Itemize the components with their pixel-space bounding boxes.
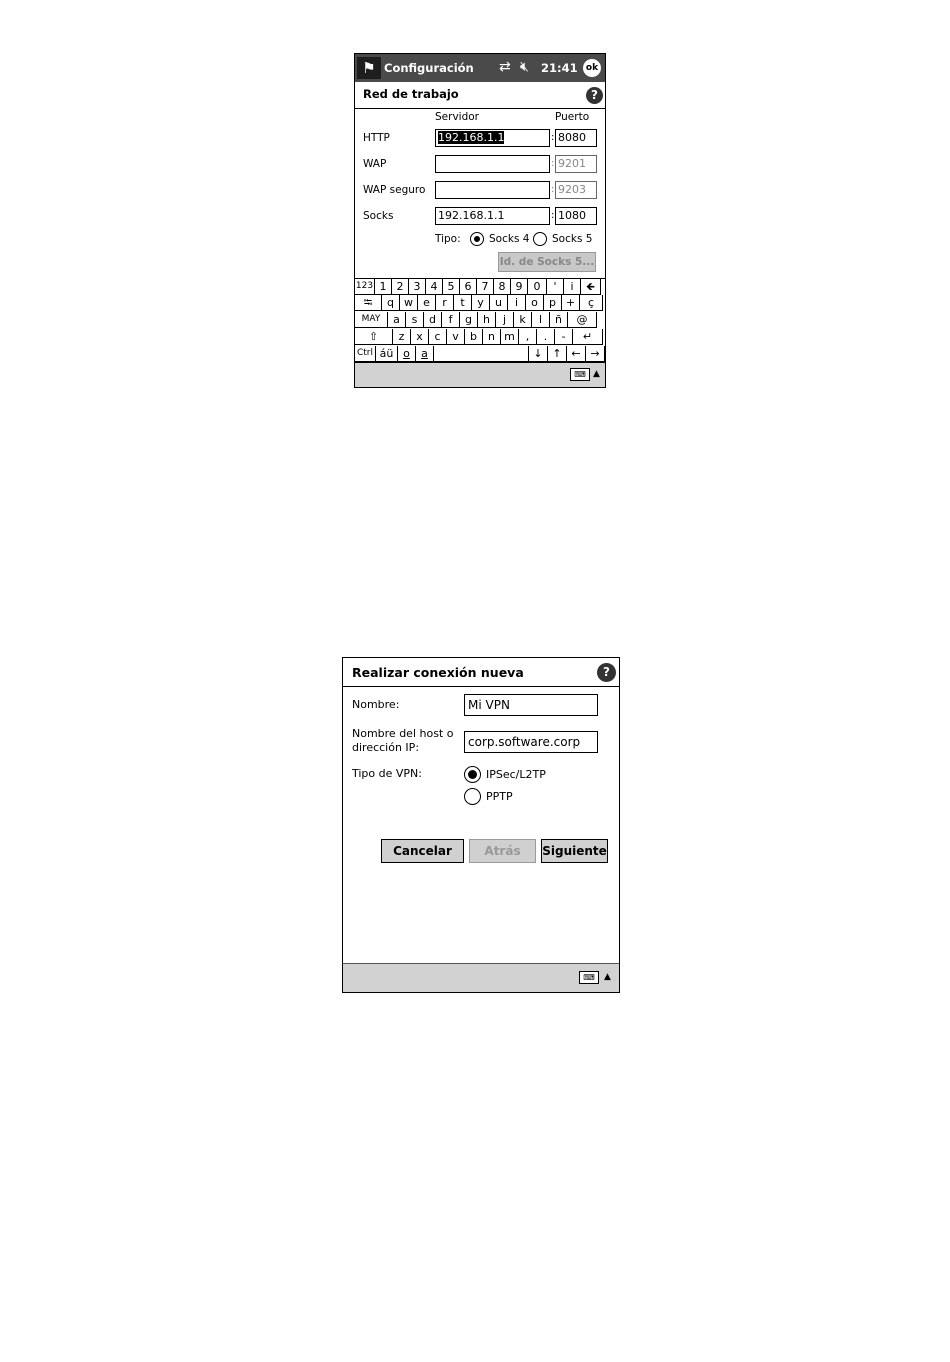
key-g[interactable]: g <box>460 312 478 328</box>
key-m[interactable]: m <box>501 329 519 345</box>
key-h[interactable]: h <box>478 312 496 328</box>
key-3[interactable]: 3 <box>409 279 426 295</box>
separator: : <box>551 184 555 195</box>
page-title: Red de trabajo <box>363 87 459 101</box>
type-label: Tipo: <box>435 233 461 245</box>
http-label: HTTP <box>363 132 390 144</box>
key-n[interactable]: n <box>483 329 501 345</box>
host-input[interactable]: corp.software.corp <box>464 731 598 753</box>
key-apostrophe[interactable]: ' <box>547 279 564 295</box>
down-arrow-key[interactable]: ↓ <box>529 346 548 362</box>
key-9[interactable]: 9 <box>511 279 528 295</box>
wap-secure-label: WAP seguro <box>363 184 426 196</box>
key-s[interactable]: s <box>406 312 424 328</box>
key-c-cedilla[interactable]: ç <box>580 295 603 311</box>
key-p[interactable]: p <box>544 295 562 311</box>
key-b[interactable]: b <box>465 329 483 345</box>
network-settings-screen <box>354 53 606 388</box>
key-0[interactable]: 0 <box>528 279 547 295</box>
key-c[interactable]: c <box>429 329 447 345</box>
keyboard-row <box>355 312 605 328</box>
clock[interactable]: 21:41 <box>541 61 578 75</box>
app-title: Configuración <box>384 61 474 75</box>
separator: : <box>551 158 555 169</box>
pptp-label[interactable]: PPTP <box>486 790 513 803</box>
right-arrow-key[interactable]: → <box>586 346 605 362</box>
server-column-header: Servidor <box>435 111 479 123</box>
vpn-type-label: Tipo de VPN: <box>352 767 422 780</box>
help-icon[interactable]: ? <box>597 663 616 682</box>
key-x[interactable]: x <box>411 329 429 345</box>
menu-bar <box>343 963 619 992</box>
key-2[interactable]: 2 <box>392 279 409 295</box>
key-at[interactable]: @ <box>568 312 597 328</box>
soft-keyboard <box>355 278 605 363</box>
key-a[interactable]: a <box>388 312 406 328</box>
key-5[interactable]: 5 <box>443 279 460 295</box>
shift-key[interactable]: ⇧ <box>355 329 393 345</box>
key-t[interactable]: t <box>454 295 472 311</box>
http-server-input[interactable] <box>435 129 550 147</box>
space-key[interactable] <box>434 346 529 362</box>
key-i[interactable]: i <box>508 295 526 311</box>
key-4[interactable]: 4 <box>426 279 443 295</box>
caps-lock-key[interactable]: MAY <box>355 312 388 328</box>
key-o[interactable]: o <box>526 295 544 311</box>
key-8[interactable]: 8 <box>494 279 511 295</box>
key-6[interactable]: 6 <box>460 279 477 295</box>
key-l[interactable]: l <box>532 312 550 328</box>
port-column-header: Puerto <box>555 111 590 123</box>
socks-id-button[interactable]: Id. de Socks 5... <box>498 252 596 272</box>
page-title: Realizar conexión nueva <box>352 665 524 680</box>
keyboard-row <box>355 279 605 295</box>
menu-bar <box>355 362 605 387</box>
key-n-tilde[interactable]: ñ <box>550 312 568 328</box>
page-header <box>355 82 605 109</box>
key-numbers[interactable]: 123 <box>355 279 375 295</box>
ok-button[interactable]: ok <box>583 59 601 77</box>
key-e[interactable]: e <box>418 295 436 311</box>
wap-label: WAP <box>363 158 387 170</box>
socks-label: Socks <box>363 210 394 222</box>
key-7[interactable]: 7 <box>477 279 494 295</box>
key-plus[interactable]: + <box>562 295 580 311</box>
socks-server-input[interactable]: 192.168.1.1 <box>435 207 550 225</box>
key-z[interactable]: z <box>393 329 411 345</box>
wap-secure-port-input[interactable]: 9203 <box>555 181 597 199</box>
tab-key[interactable]: ⭾ <box>355 295 382 311</box>
socks5-radio[interactable] <box>533 232 547 246</box>
key-ordinal-a[interactable]: a <box>416 346 434 362</box>
new-vpn-connection-screen <box>342 657 620 993</box>
key-q[interactable]: q <box>382 295 400 311</box>
name-input[interactable]: Mi VPN <box>464 694 598 716</box>
enter-key[interactable]: ↵ <box>573 329 603 345</box>
separator: : <box>551 132 555 143</box>
host-label-line1: Nombre del host o <box>352 727 454 740</box>
socks5-label[interactable]: Socks 5 <box>552 233 593 245</box>
keyboard-icon[interactable]: ⌨ <box>579 971 599 984</box>
name-label: Nombre: <box>352 698 400 711</box>
volume-muted-icon[interactable]: 🔇︎ <box>520 59 529 75</box>
key-u[interactable]: u <box>490 295 508 311</box>
back-button[interactable]: Atrás <box>469 839 536 863</box>
socks-port-input[interactable]: 1080 <box>555 207 597 225</box>
key-k[interactable]: k <box>514 312 532 328</box>
next-button[interactable]: Siguiente <box>541 839 608 863</box>
ipsec-label[interactable]: IPSec/L2TP <box>486 768 546 781</box>
ctrl-key[interactable]: Ctrl <box>355 346 376 362</box>
input-menu-arrow-icon[interactable]: ▲ <box>593 369 600 379</box>
ipsec-radio[interactable] <box>464 766 481 783</box>
cancel-button[interactable]: Cancelar <box>381 839 464 863</box>
header-divider <box>343 686 619 687</box>
title-bar <box>355 54 605 82</box>
key-w[interactable]: w <box>400 295 418 311</box>
http-server-value: 192.168.1.1 <box>438 131 505 144</box>
socks4-label[interactable]: Socks 4 <box>489 233 530 245</box>
key-ordinal-o[interactable]: o <box>398 346 416 362</box>
windows-start-icon[interactable]: ⚑ <box>357 57 381 79</box>
keyboard-row <box>355 295 605 311</box>
keyboard-row <box>355 346 605 362</box>
connectivity-icon[interactable]: ⇄ <box>499 59 511 75</box>
left-arrow-key[interactable]: ← <box>567 346 586 362</box>
key-y[interactable]: y <box>472 295 490 311</box>
wap-secure-server-input[interactable] <box>435 181 550 199</box>
wap-port-input[interactable]: 9201 <box>555 155 597 173</box>
key-comma[interactable]: , <box>519 329 537 345</box>
keyboard-icon[interactable]: ⌨ <box>570 368 590 381</box>
wap-server-input[interactable] <box>435 155 550 173</box>
pptp-radio[interactable] <box>464 788 481 805</box>
key-r[interactable]: r <box>436 295 454 311</box>
key-j[interactable]: j <box>496 312 514 328</box>
key-d[interactable]: d <box>424 312 442 328</box>
host-label-line2: dirección IP: <box>352 741 420 754</box>
key-v[interactable]: v <box>447 329 465 345</box>
up-arrow-key[interactable]: ↑ <box>548 346 567 362</box>
http-port-input[interactable]: 8080 <box>555 129 597 147</box>
key-1[interactable]: 1 <box>375 279 392 295</box>
key-inverted-exclamation[interactable]: i <box>564 279 581 295</box>
input-menu-arrow-icon[interactable]: ▲ <box>604 972 611 982</box>
separator: : <box>551 210 555 221</box>
help-icon[interactable]: ? <box>586 87 603 104</box>
keyboard-row <box>355 329 605 345</box>
accents-key[interactable]: áü <box>376 346 398 362</box>
key-f[interactable]: f <box>442 312 460 328</box>
backspace-key[interactable]: 🡸 <box>581 279 601 295</box>
socks4-radio[interactable] <box>470 232 484 246</box>
key-hyphen[interactable]: - <box>555 329 573 345</box>
key-period[interactable]: . <box>537 329 555 345</box>
